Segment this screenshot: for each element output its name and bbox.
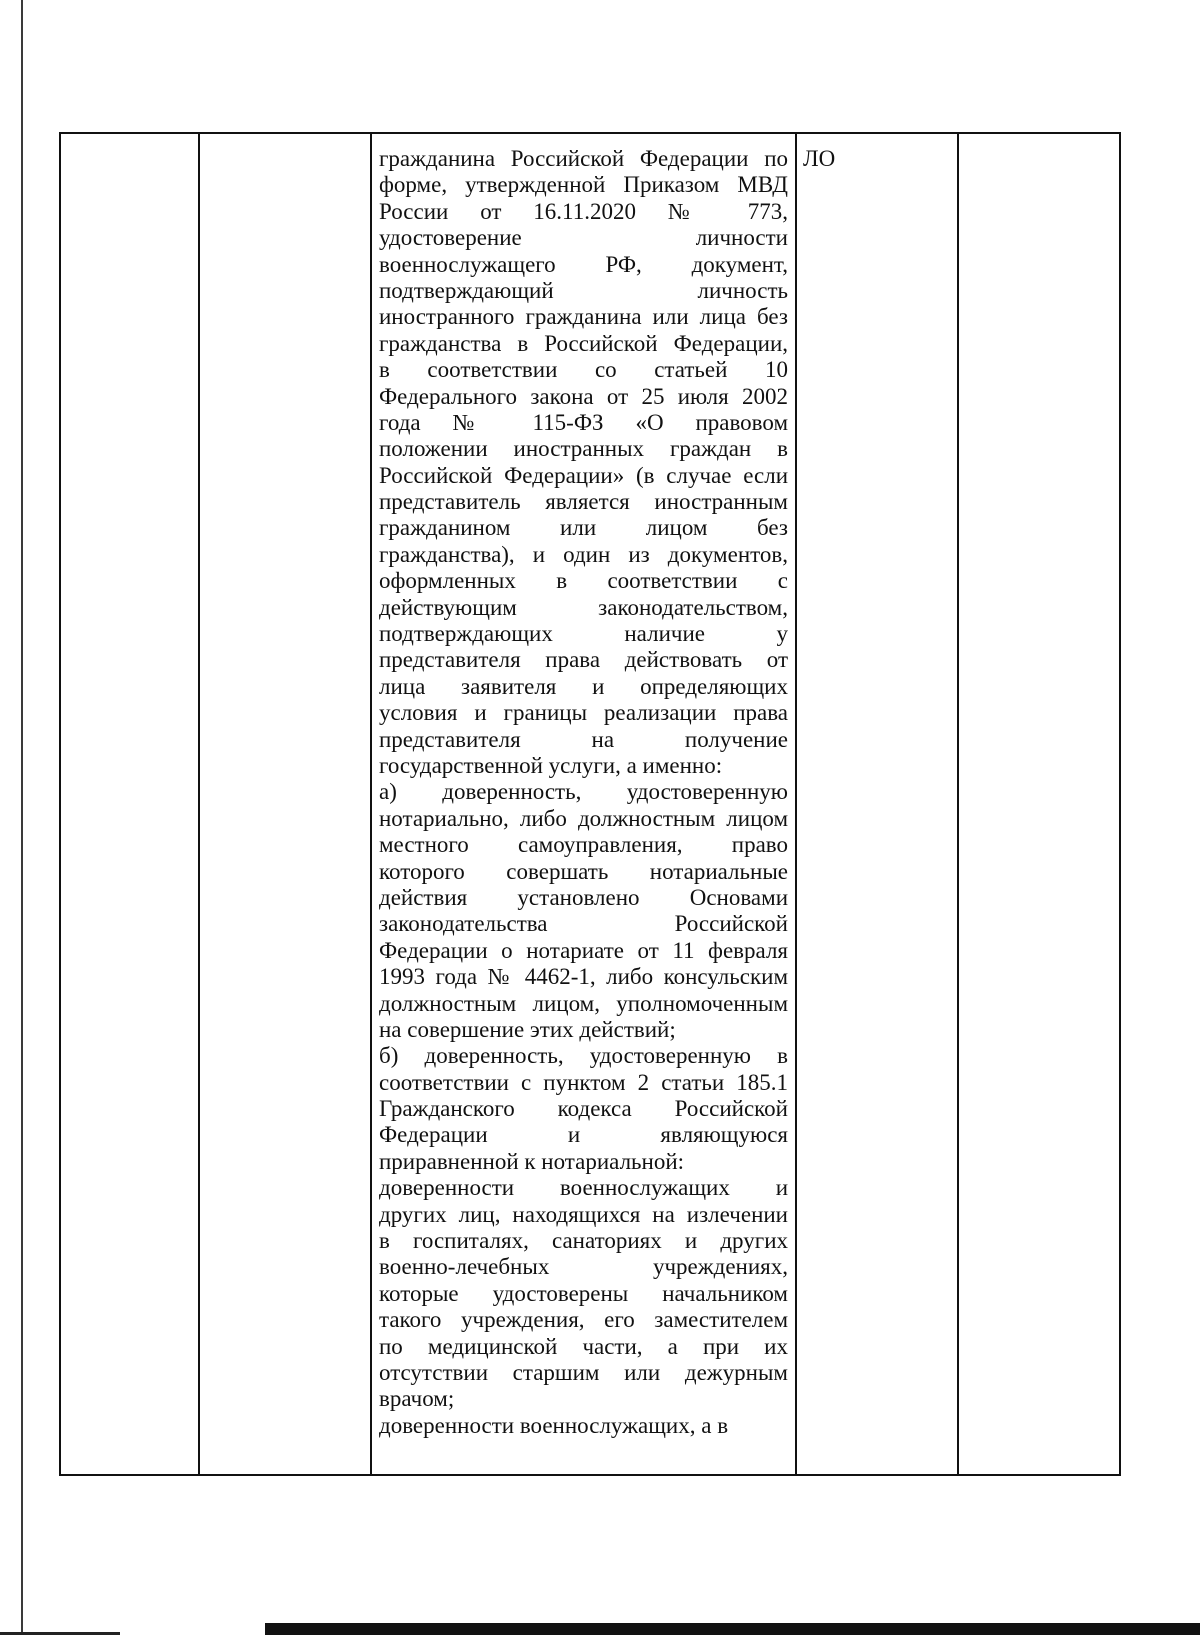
text-line: должностным лицом, уполномоченным (379, 990, 788, 1016)
text-line: гражданина Российской Федерации по (379, 146, 788, 171)
text-line: Российской Федерации» (в случае если (379, 462, 788, 488)
text-line: приравненной к нотариальной: (379, 1148, 685, 1174)
text-line: представителя права действовать от (379, 647, 788, 673)
text-line: законодательства Российской (379, 911, 788, 937)
text-line: в госпиталях, санаториях и других (379, 1228, 788, 1254)
text-line: подтверждающих наличие у (379, 621, 788, 647)
text-line: гражданства), и один из документов, (379, 541, 788, 567)
text-line: отсутствии старшим или дежурным (379, 1359, 788, 1385)
text-line: в соответствии со статьей 10 (379, 357, 788, 383)
text-line: военно-лечебных учреждениях, (379, 1254, 788, 1280)
text-line: военнослужащего РФ, документ, (379, 251, 788, 277)
text-line: подтверждающий личность (379, 277, 788, 303)
text-line: положении иностранных граждан в (379, 436, 788, 462)
table-cell-col2 (199, 133, 371, 1475)
requirements-text (372, 134, 795, 1439)
text-line: Федерации о нотариате от 11 февраля (379, 937, 788, 963)
text-line: по медицинской части, а при их (379, 1333, 788, 1359)
text-line: иностранного гражданина или лица без (379, 304, 788, 330)
table-cell-col5 (958, 133, 1120, 1475)
text-line: доверенности военнослужащих и (379, 1175, 788, 1201)
text-line: действия установлено Основами (379, 884, 788, 910)
text-line: которые удостоверены начальником (379, 1280, 788, 1306)
text-line: государственной услуги, а именно: (379, 752, 723, 778)
text-line: представитель является иностранным (379, 489, 788, 515)
scan-bottom-edge (265, 1623, 1200, 1635)
table-row (60, 133, 1120, 1475)
table-cell-col3 (371, 133, 796, 1475)
text-line: на совершение этих действий; (379, 1016, 676, 1042)
text-line: нотариально, либо должностным лицом (379, 805, 788, 831)
text-line: России от 16.11.2020 № 773, (379, 198, 788, 224)
text-line: условия и границы реализации права (379, 700, 788, 726)
text-line: форме, утвержденной Приказом МВД (379, 172, 788, 198)
side-code-label: ЛО (803, 146, 836, 171)
text-line: которого совершать нотариальные (379, 858, 788, 884)
text-line: года № 115-ФЗ «О правовом (379, 409, 788, 435)
text-line: местного самоуправления, право (379, 832, 788, 858)
text-line: гражданином или лицом без (379, 515, 788, 541)
text-line: Гражданского кодекса Российской (379, 1096, 788, 1122)
text-line: доверенности военнослужащих, а в (379, 1412, 729, 1438)
text-line: других лиц, находящихся на излечении (379, 1201, 788, 1227)
text-line: удостоверение личности (379, 225, 788, 251)
text-line: гражданства в Российской Федерации, (379, 330, 788, 356)
table-cell-col4 (796, 133, 958, 1475)
text-line: врачом; (379, 1386, 455, 1412)
table-cell-col1 (60, 133, 199, 1475)
text-line: Федерации и являющуюся (379, 1122, 788, 1148)
document-table (59, 132, 1121, 1476)
text-line: 1993 года № 4462-1, либо консульским (379, 964, 788, 990)
text-line: лица заявителя и определяющих (379, 673, 788, 699)
text-line: действующим законодательством, (379, 594, 788, 620)
text-line: соответствии с пунктом 2 статьи 185.1 (379, 1069, 788, 1095)
text-line: а) доверенность, удостоверенную (379, 779, 788, 805)
text-line: такого учреждения, его заместителем (379, 1307, 788, 1333)
text-line: Федерального закона от 25 июля 2002 (379, 383, 788, 409)
text-line: б) доверенность, удостоверенную в (379, 1043, 788, 1069)
scan-left-edge (21, 0, 23, 1635)
text-line: оформленных в соответствии с (379, 568, 788, 594)
text-line: представителя на получение (379, 726, 788, 752)
